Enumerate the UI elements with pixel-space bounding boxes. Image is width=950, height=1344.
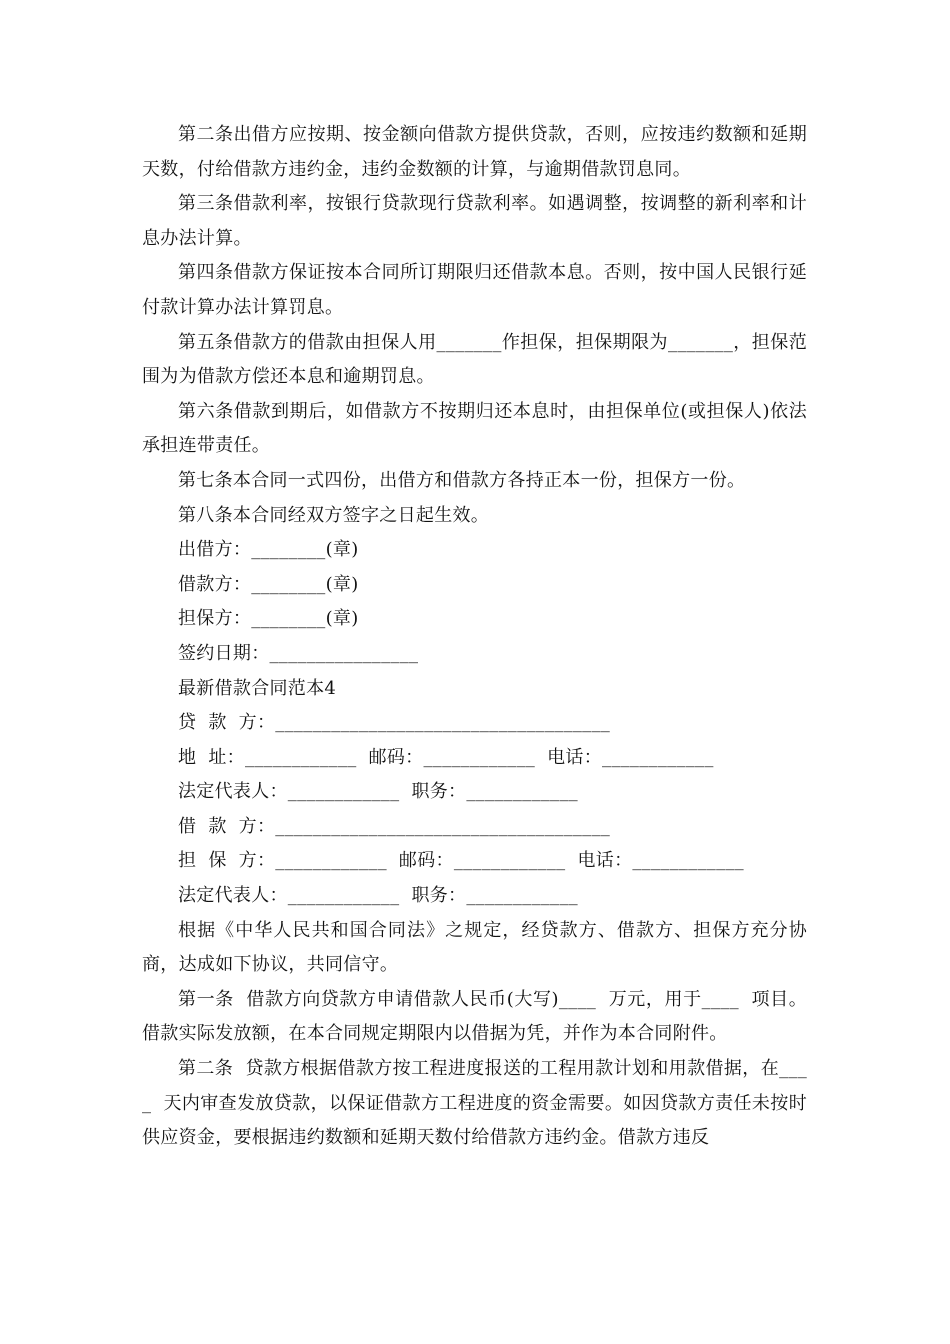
signature-line-guarantor: 担保方：________(章)	[178, 608, 359, 630]
clause-paragraph: 第二条 贷款方根据借款方按工程进度报送的工程用款计划和用款借据，在____ 天内审查发放贷款，以保证借款方工程进度的资金需要。如因贷款方责任未按时供应资金，要根据违约数额和延期天数付给借款方违约金。借款方违反	[142, 1058, 807, 1149]
signature-line-lender: 出借方：________(章)	[178, 539, 359, 561]
clause-paragraph: 第五条借款方的借款由担保人用_______作担保，担保期限为_______，担保范围为为借款方偿还本息和逾期罚息。	[142, 331, 807, 388]
form-line-lender: 贷 款 方：____________________________________	[178, 712, 611, 734]
form-line-legal-rep: 法定代表人：____________ 职务：____________	[178, 885, 578, 907]
form-line-address: 地 址：____________ 邮码：____________ 电话：____________	[178, 746, 714, 768]
clause-paragraph: 第三条借款利率，按银行贷款现行贷款利率。如遇调整，按调整的新利率和计息办法计算。	[142, 193, 807, 249]
form-line-guarantor: 担 保 方：____________ 邮码：____________ 电话：____________	[178, 850, 744, 872]
form-line-legal-rep: 法定代表人：____________ 职务：____________	[178, 781, 578, 803]
signing-date-line: 签约日期：________________	[178, 642, 419, 664]
clause-paragraph: 第二条出借方应按期、按金额向借款方提供贷款，否则，应按违约数额和延期天数，付给借款方违约金，违约金数额的计算，与逾期借款罚息同。	[142, 124, 807, 180]
clause-paragraph: 第六条借款到期后，如借款方不按期归还本息时，由担保单位(或担保人)依法承担连带责任。	[142, 400, 807, 457]
contract-text	[142, 118, 807, 1156]
clause-paragraph: 根据《中华人民共和国合同法》之规定，经贷款方、借款方、担保方充分协商，达成如下协议，共同信守。	[142, 919, 807, 976]
clause-line: 第八条本合同经双方签字之日起生效。	[178, 504, 490, 526]
signature-line-borrower: 借款方：________(章)	[178, 573, 359, 595]
clause-paragraph: 第四条借款方保证按本合同所订期限归还借款本息。否则，按中国人民银行延付款计算办法计算罚息。	[142, 262, 807, 318]
section-title: 最新借款合同范本4	[178, 677, 337, 699]
form-line-borrower: 借 款 方：____________________________________	[178, 815, 611, 837]
clause-paragraph: 第一条 借款方向贷款方申请借款人民币(大写)____ 万元，用于____ 项目。借款实际发放额，在本合同规定期限内以借据为凭，并作为本合同附件。	[142, 988, 807, 1045]
clause-line: 第七条本合同一式四份，出借方和借款方各持正本一份，担保方一份。	[178, 469, 746, 491]
